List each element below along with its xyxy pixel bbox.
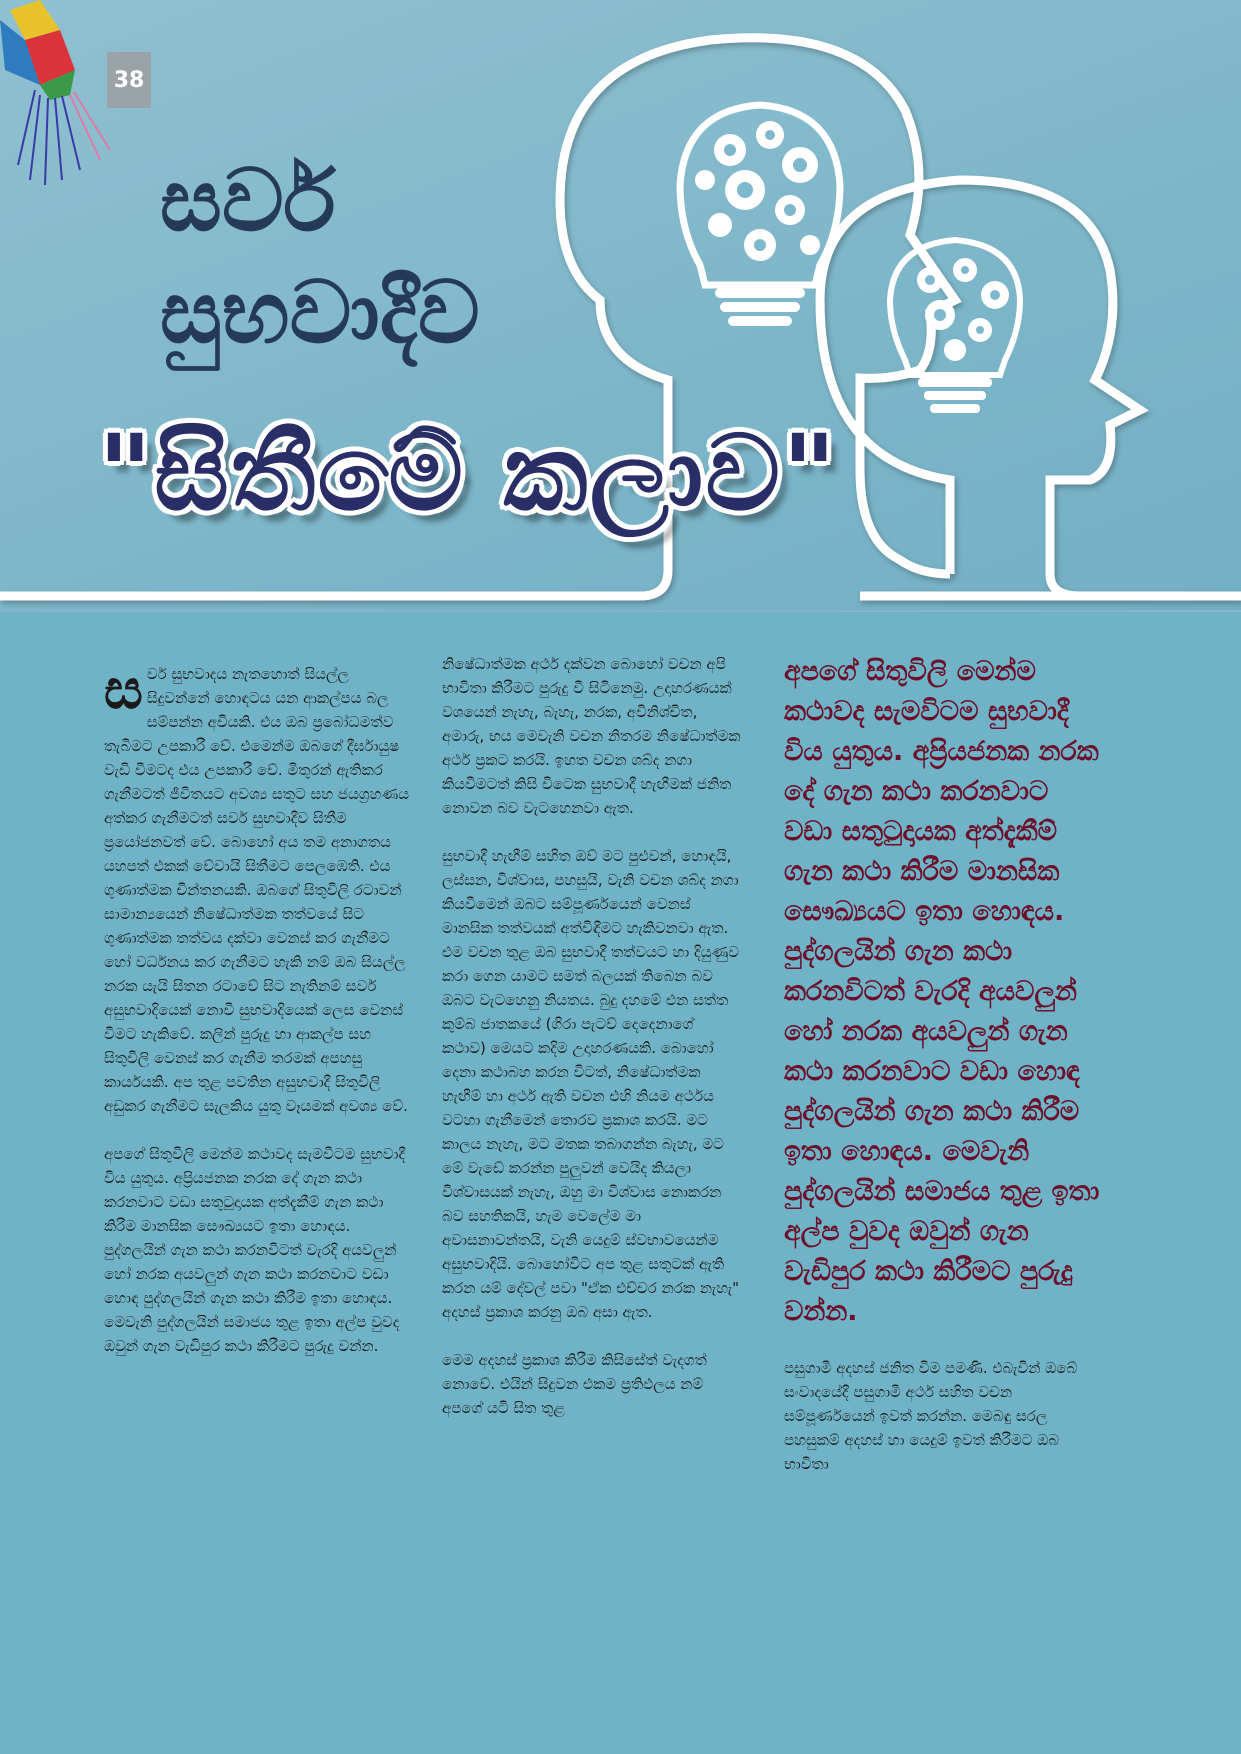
hero-banner <box>0 0 1241 610</box>
title-highlight: "සිතීමේ කලාව" <box>98 412 839 534</box>
pull-quote: අපගේ සිතුවිලි මෙන්ම කථාවද සැමවිටම සුභවාදී විය යුතුය. අප්‍රියජනක නරක දේ ගැන කථා කරනවාට වඩා සතුටුදායක අත්දැකීම් ගැන කථා කිරීම මානසික සෞඛ්‍යයට ඉතා හොඳය. පුද්ගලයින් ගැන කථා කරනවිටත් වැරදි අයවලුන් හෝ නරක අයවලුන් ගැන කථා කරනවාට වඩා හොඳ පුද්ගලයින් ගැන කථා කිරීම ඉතා හොඳය. මෙවැනි පුද්ගලයින් සමාජය තුළ ඉතා අල්ප වුවද ඔවුන් ගැන වැඩිපුර කථා කිරීමට පුරුදු වන්න. <box>784 656 1100 1327</box>
article-column-3 <box>784 652 1104 1500</box>
page-number: 38 <box>107 52 151 108</box>
lightbulb-gears-icon <box>890 240 1020 413</box>
article-column-1 <box>104 657 412 1382</box>
paragraph: සුභවාදී හැඟීම් සහිත ඔව් මට පුළුවන්, හොඳයි, ලස්සන, විශ්වාස, පහසුයි, වැනි වචන ශබ්ද නගා කියවීමෙන් ඔබට සම්පූර්ණයෙන් වෙනස් මානසික තත්වයක් අත්විඳීමට හැකිවනවා ඇත. එම වචන තුළ ඔබ සුභවාදී තත්වයට හා දියුණුව කරා ගෙන යාමට සමත් බලයක් තිබෙන බව ඔබට වැටහෙනු නියතය. බුදු දහමේ එන සත්ත කුම්බ ජාතකයේ (ගිරා පැටව් දෙදෙනාගේ කථාව) මෙයට කදිම උදාහරණයකි. බොහෝ දෙනා කථාබහ කරන විටත්, නිෂේධාත්මක හැඟීම් හා අර්ථ ඇති වචන එහි නියම අර්ථය වටහා ගැනීමෙන් තොරව ප්‍රකාශ කරයි. මට කාලය නැහැ, මට මතක තබාගන්න බැහැ, මට මේ වැඩේ කරන්න පුලුවන් වෙයිද කියලා විශ්වාසයක් නැහැ, ඔහු මා විශ්වාස නොකරන බව සහතිකයි, හැම වෙලේම මා අවාසනාවන්තයි, වැනි යෙදුම් ස්වභාවයෙන්ම අසුභවාදියි. බොහෝවිට අප තුළ සතුටක් ඇති කරන යම් දේවල් පවා "ඒක එච්චර නරක නැහැ" අදහස් ප්‍රකාශ කරනු ඔබ අසා ඇත. <box>442 847 740 1321</box>
paragraph: නිෂේධාත්මක අර්ථ දක්වන බොහෝ වචන අපි භාවිතා කිරීමට පුරුදු වී සිටිනෙමු. උදාහරණයක් වශයෙන් නැහැ, බැහැ, නරක, අවිනිශ්චිත, අමාරු, භය මෙවැනි වචන නිතරම නිෂේධාත්මක අර්ථ ප්‍රකට කරයි. ඉහත වචන ශබ්ද නගා කියවීමටත් කිසි විටෙක සුභවාදී හැඟීමක් ජනිත නොවන බව වැටහෙනවා ඇත. <box>442 655 741 817</box>
paragraph <box>104 657 412 1118</box>
paragraph: පසුගාමී අදහස් ජනිත වීම පමණි. එබැවින් ඔබේ සංවාදයේදී පසුගාමී අර්ථ සහිත වචන සම්පූර්ණයෙන් ඉවත් කරන්න. මෙබඳු සරල පහසුකම් අදහස් හා යෙදුම් ඉවත් කිරීමට ඔබ භාවිතා <box>784 1359 1078 1473</box>
lantern-icon <box>0 0 120 190</box>
paragraph-text: ර්ව සුභවාදය නැතහොත් සියල්ල සිදුවන්නේ හොඳටය යන ආකල්පය බල සම්පන්න අවියකි. එය ඔබ ප්‍රබෝධමත්ව තැබීමට උපකාරී වේ. එමෙන්ම ඔබගේ දීර්ඝායුෂ වැඩි වීමටද එය උපකාරී වේ. මිතුරන් ඇතිකර ගැනීමටත් ජීවිතයට අවශ්‍ය සතුට සහ ජයග්‍රහණය අත්කර ගැනීමටත් සර්ව සුභවාදීව සිතීම ප්‍රයෝජනවත් වේ. බොහෝ අය තම අනාගතය යහපත් එකක් වේවායි සිතීමට පෙලඹෙති. එය ගුණාත්මක චින්තනයකි. ඔබගේ සිතුවිලි රටාවන් සාමාන්‍යයෙන් නිෂේධාත්මක තත්වයේ සිට ගුණාත්මක තත්වය දක්වා වෙනස් කර ගැනීමට හෝ වර්ධනය කර ගැනීමට හැකි නම් ඔබ සියල්ල නරක යැයි සිතන රටාවේ සිට නැතිනම් සර්ව අසුභවාදියෙක් නොවී සුභවාදියෙක් ලෙස වෙනස් වීමට හැකිවේ. කලින් පුරුදු හා ආකල්ප සහ සිතුවිලි වෙනස් කර ගැනීම තරමක් අපහසු කාර්යයකි. අප තුළ පවතින අසුභවාදී සිතුවිලි අඩුකර ගැනීමට සැලකිය යුතු වෑයමක් අවශ්‍ය වේ. <box>104 665 410 1115</box>
article-column-2 <box>442 652 742 1444</box>
title-line-2: සුභවාදීව <box>160 262 480 363</box>
paragraph: අපගේ සිතුවිලි මෙන්ම කථාවද සැමවිටම සුභවාදී විය යුතුය. අප්‍රියජනක නරක දේ ගැන කථා කරනවාට වඩා සතුටුදායක අත්දැකීම් ගැන කථා කිරීම මානසික සෞඛ්‍යයට ඉතා හොඳය. පුද්ගලයින් ගැන කථා කරනවිටත් වැරදි අයවලුන් හෝ නරක අයවලුන් ගැන කථා කරනවාට වඩා හොඳ පුද්ගලයින් ගැන කථා කිරීම ඉතා හොඳය. මෙවැනි පුද්ගලයින් සමාජය තුළ ඉතා අල්ප වුවද ඔවුන් ගැන වැඩිපුර කථා කිරීමට පුරුදු වන්න. <box>104 1145 406 1355</box>
title-line-1: සර්ව <box>160 150 336 251</box>
paragraph: මෙම අදහස් ප්‍රකාශ කිරීම කිසිසේත් වැදගත් නොවේ. එයින් සිදුවන එකම ප්‍රතිඵලය නම් අපගේ යටි සිත තුළ <box>442 1351 707 1417</box>
drop-cap: ස <box>104 657 143 721</box>
